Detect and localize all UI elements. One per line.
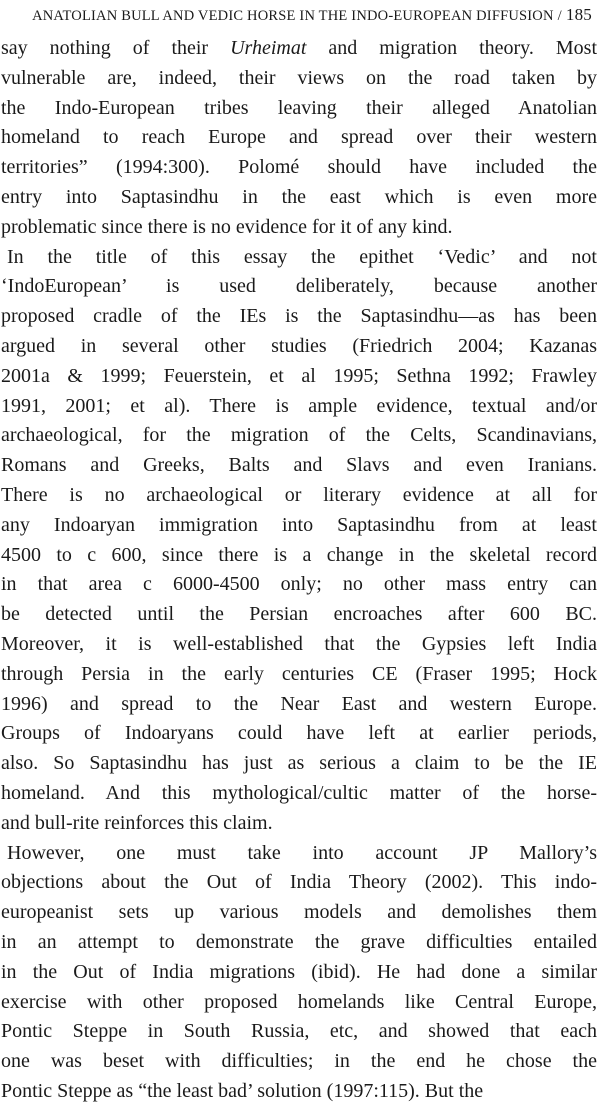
text-run: territories” (1994:300). Polomé should have included the [1,156,597,179]
text-run: 1991, 2001; et al). There is ample evidence, textual and/or [1,394,597,417]
running-head-title: ANATOLIAN BULL AND VEDIC HORSE IN THE INDO-EUROPEAN DIFFUSION [32,8,554,24]
text-run: exercise with other proposed homelands like Central Europe, [1,990,597,1013]
text-run: 4500 to c 600, since there is a change in the skeletal record [1,543,597,566]
text-run: also. So Saptasindhu has just as serious a claim to be the IE [1,752,597,775]
text-run: ‘IndoEuropean’ is used deliberately, because another [1,275,597,298]
text-line [0,1047,600,1077]
text-run: Groups of Indoaryans could have left at earlier periods, [1,722,597,745]
text-line [0,868,600,898]
text-line [0,123,600,153]
text-run: Pontic Steppe in South Russia, etc, and showed that each [1,1020,597,1043]
text-line [0,183,600,213]
text-run: Romans and Greeks, Balts and Slavs and even Iranians. [1,454,597,477]
text-line [0,1017,600,1047]
text-line [0,928,600,958]
text-run: in the Out of India migrations (ibid). He had done a similar [1,960,597,983]
text-run: and bull-rite reinforces this claim. [1,811,273,834]
text-line [0,392,600,422]
text-run: archaeological, for the migration of the Celts, Scandinavians, [1,424,597,447]
text-line [0,302,600,332]
text-line [0,630,600,660]
text-run: in an attempt to demonstrate the grave difficulties entailed [1,930,597,953]
text-line [0,749,600,779]
text-line [0,362,600,392]
text-run: one was beset with difficulties; in the end he chose the [1,1050,597,1073]
text-run: In the title of this essay the epithet ‘Vedic’ and not [7,245,597,268]
text-line [0,1077,600,1107]
paragraph [0,34,600,243]
text-line [0,332,600,362]
text-line [0,809,600,839]
text-line [0,839,600,869]
text-run: entry into Saptasindhu in the east which is even more [1,185,597,208]
italic-term: Urheimat [230,37,307,59]
text-run: proposed cradle of the IEs is the Saptasindhu—as has been [1,305,597,328]
text-line [0,64,600,94]
text-run: homeland to reach Europe and spread over their western [1,126,597,149]
text-run: vulnerable are, indeed, their views on the road taken by [1,66,597,89]
text-line [0,213,600,243]
text-run: There is no archaeological or literary evidence at all for [1,483,597,506]
text-run: objections about the Out of India Theory (2002). This indo- [1,871,597,894]
text-line [0,690,600,720]
text-run: in that area c 6000-4500 only; no other mass entry can [1,573,597,596]
text-run: Moreover, it is well-established that the Gypsies left India [1,632,597,655]
text-run: europeanist sets up various models and demolishes them [1,901,597,924]
text-line [0,958,600,988]
text-run: However, one must take into account JP Mallory’s [7,841,597,864]
text-line [0,451,600,481]
text-run: argued in several other studies (Friedrich 2004; Kazanas [1,334,597,357]
running-head [4,2,592,28]
text-run: through Persia in the early centuries CE (Fraser 1995; Hock [1,662,597,685]
text-line [0,779,600,809]
text-run: homeland. And this mythological/cultic matter of the horse- [1,781,597,804]
text-line [0,243,600,273]
text-line [0,988,600,1018]
text-run: Pontic Steppe as “the least bad’ solution (1997:115). But the [1,1079,484,1102]
page-number: 185 [565,5,592,24]
text-line [0,481,600,511]
text-run: any Indoaryan immigration into Saptasindhu from at least [1,513,597,536]
text-run: and migration theory. Most [306,37,597,59]
text-line [0,511,600,541]
text-run: the Indo-European tribes leaving their alleged Anatolian [1,96,597,119]
paragraph [0,839,600,1107]
running-head-separator: / [557,8,562,24]
paragraph [0,243,600,839]
text-line [0,421,600,451]
text-line [0,719,600,749]
body-text [0,34,600,1107]
text-line [0,898,600,928]
text-line [0,153,600,183]
text-line [0,570,600,600]
text-run: 2001a & 1999; Feuerstein, et al 1995; Sethna 1992; Frawley [1,364,597,387]
text-line [0,660,600,690]
text-line [0,272,600,302]
text-run: say nothing of their [1,37,231,59]
text-line [0,541,600,571]
text-run: problematic since there is no evidence for it of any kind. [1,215,453,238]
text-line [0,34,600,64]
text-line [0,600,600,630]
text-line [0,94,600,124]
text-run: be detected until the Persian encroaches after 600 BC. [1,603,597,626]
text-run: 1996) and spread to the Near East and western Europe. [1,692,597,715]
